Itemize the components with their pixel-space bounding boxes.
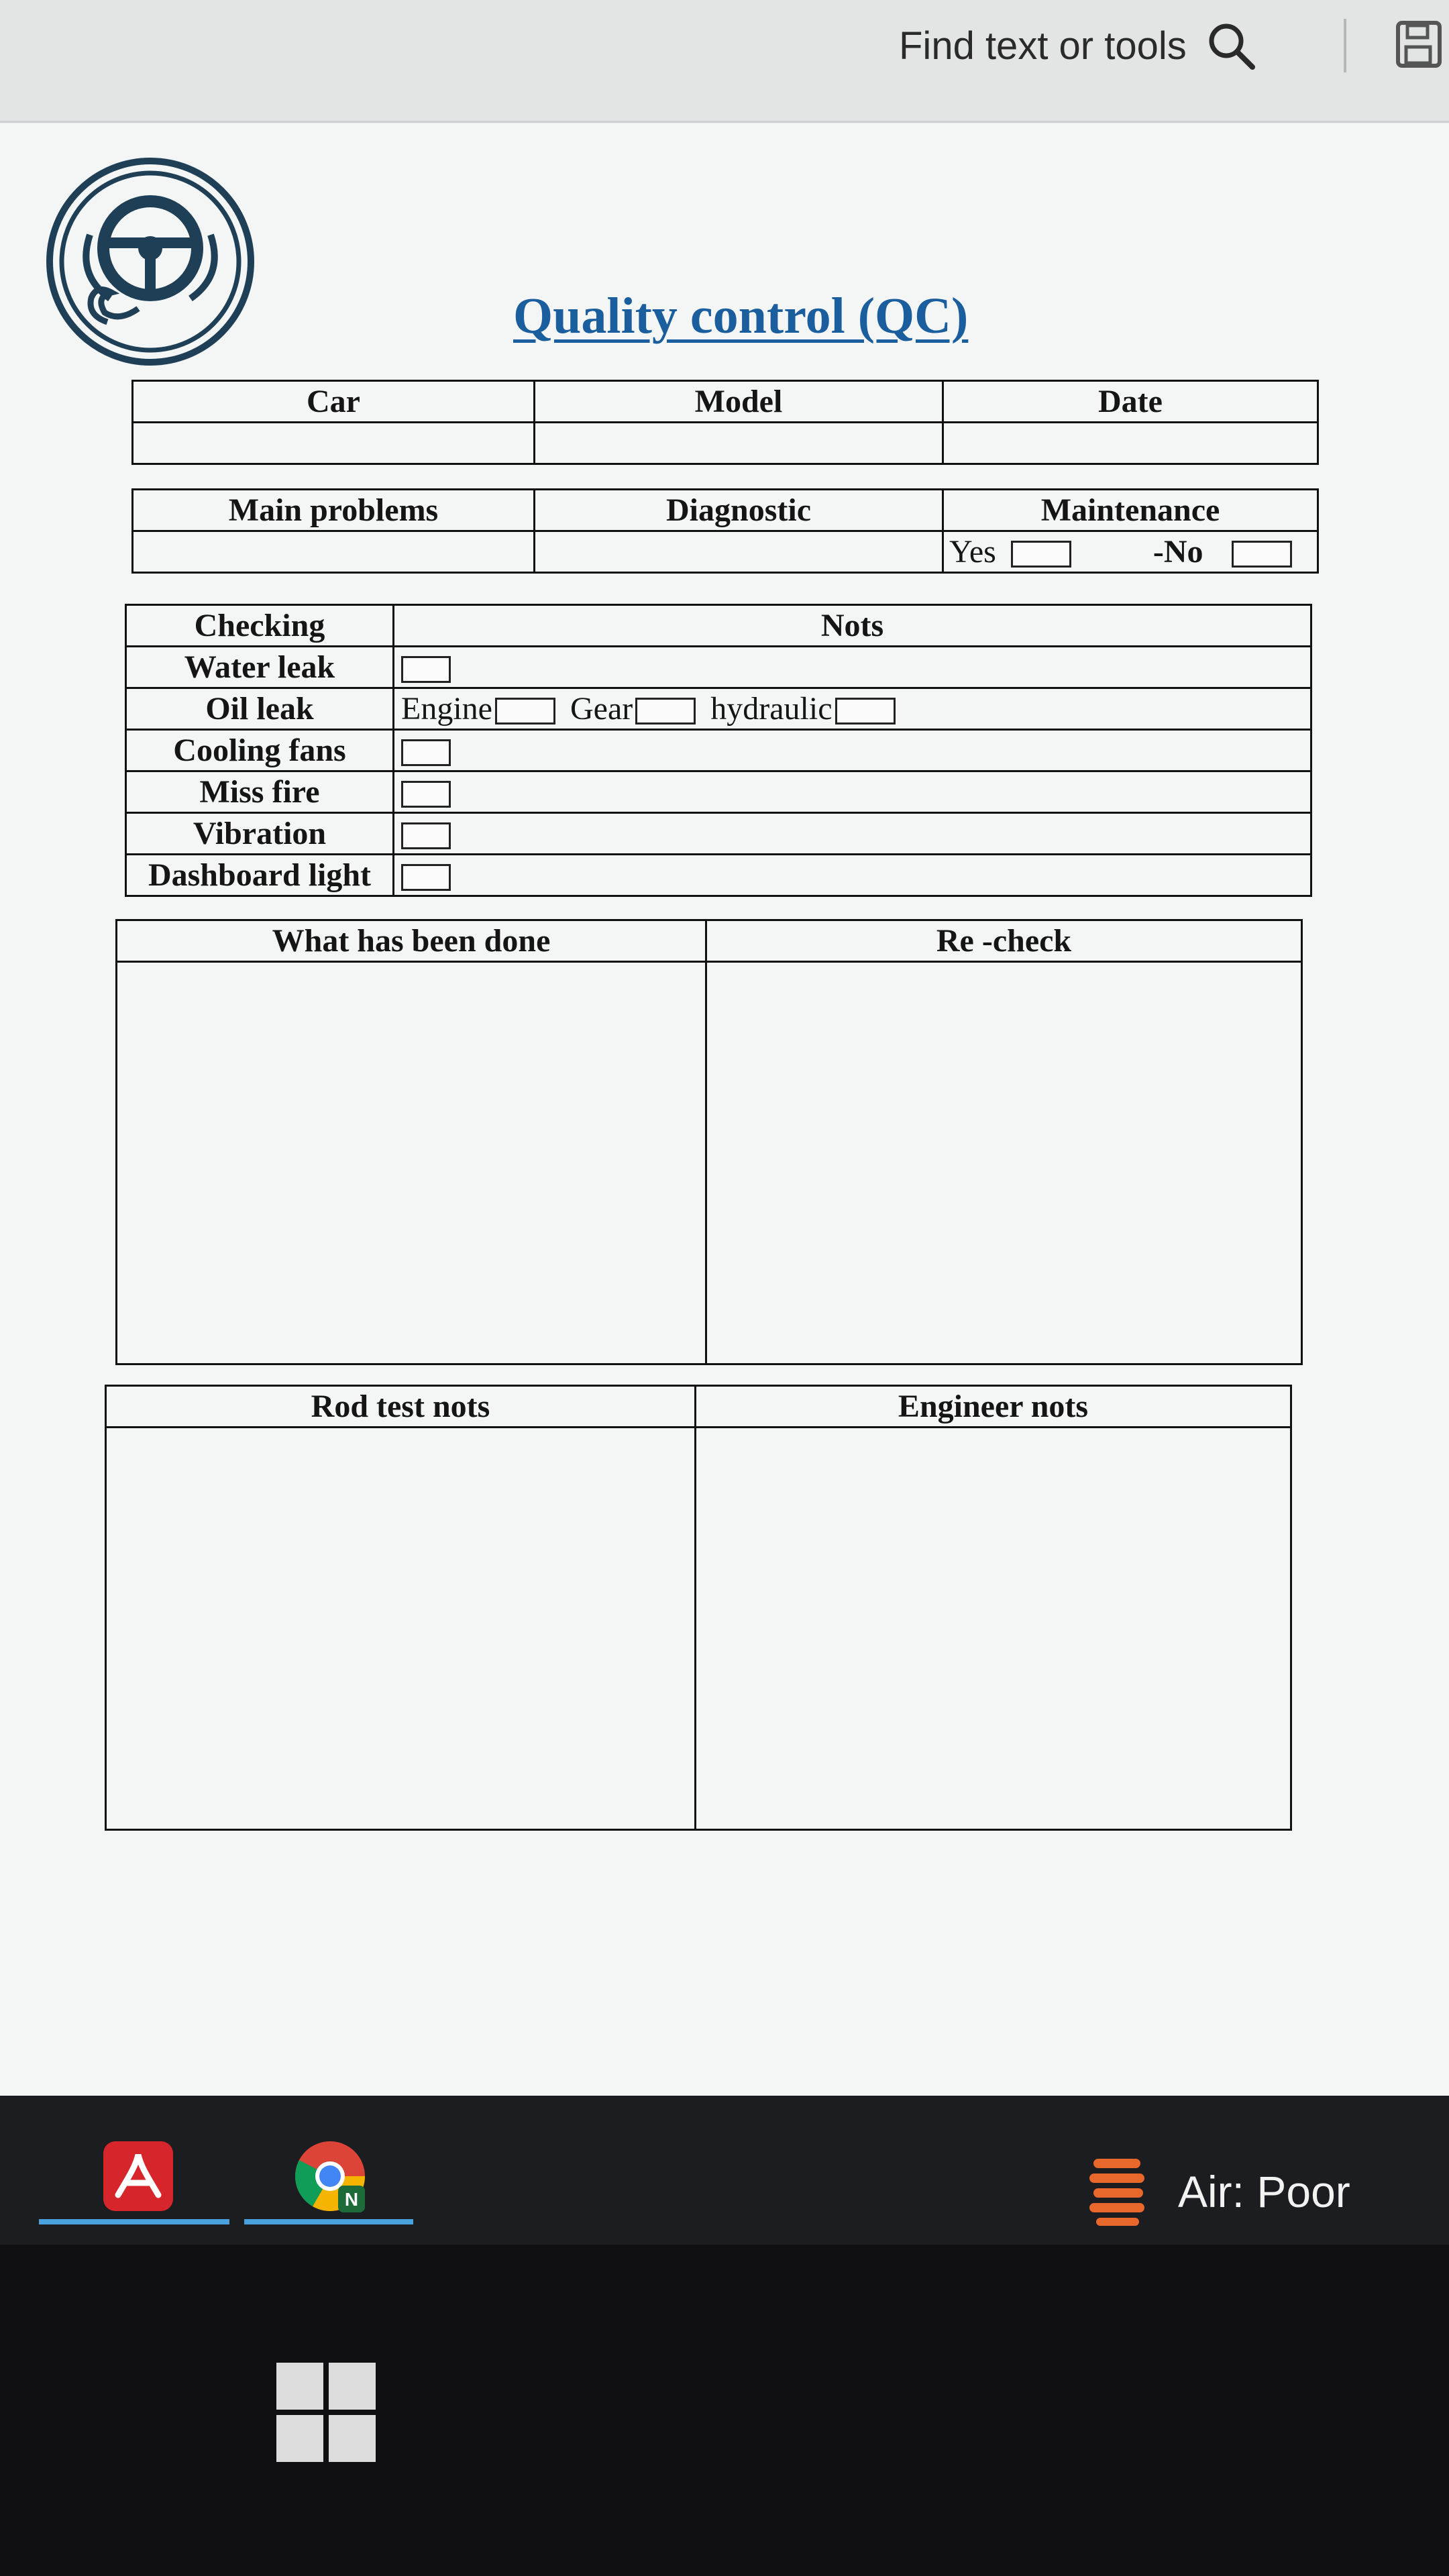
chrome-active-indicator: [244, 2219, 413, 2224]
road-test-notes-header: Rod test nots: [106, 1386, 696, 1428]
chrome-profile-badge: N: [344, 2189, 359, 2210]
cooling-fans-checkbox[interactable]: [401, 739, 451, 766]
yes-checkbox[interactable]: [1011, 541, 1071, 568]
what-has-been-done-header: What has been done: [117, 920, 706, 962]
water-leak-notes: [394, 647, 1311, 688]
find-text-label: Find text or tools: [899, 23, 1187, 68]
model-header: Model: [535, 381, 943, 423]
miss-fire-notes: [394, 771, 1311, 813]
notes-header: Nots: [394, 605, 1311, 647]
checking-header: Checking: [126, 605, 394, 647]
oil-leak-notes: [394, 688, 1311, 730]
vehicle-info-table: [131, 380, 1319, 465]
maintenance-header: Maintenance: [943, 490, 1318, 531]
what-has-been-done-area[interactable]: [117, 962, 706, 1364]
no-label: -No: [1152, 533, 1203, 570]
problems-table: [131, 488, 1319, 574]
gear-label: Gear: [570, 690, 633, 727]
windows-start-icon[interactable]: [276, 2363, 376, 2462]
checking-label-cooling-fans: Cooling fans: [126, 730, 394, 771]
no-checkbox[interactable]: [1232, 541, 1292, 568]
car-header: Car: [133, 381, 535, 423]
checking-table: [125, 604, 1312, 897]
date-field[interactable]: [943, 423, 1318, 464]
dashboard-light-checkbox[interactable]: [401, 864, 451, 891]
dashboard-light-notes: [394, 855, 1311, 896]
recheck-input[interactable]: [712, 963, 1295, 1028]
work-table: [115, 919, 1303, 1365]
toolbar-divider: [1344, 19, 1346, 72]
checking-label-oil-leak: Oil leak: [126, 688, 394, 730]
search-icon: [1204, 19, 1258, 72]
date-header: Date: [943, 381, 1318, 423]
chrome-icon: [290, 2136, 373, 2219]
checking-label-vibration: Vibration: [126, 813, 394, 855]
engineer-notes-header: Engineer nots: [696, 1386, 1291, 1428]
taskbar: [0, 2096, 1449, 2576]
water-leak-checkbox[interactable]: [401, 656, 451, 683]
model-field[interactable]: [535, 423, 943, 464]
road-test-notes-area[interactable]: [106, 1428, 696, 1830]
recheck-header: Re -check: [706, 920, 1302, 962]
checking-label-dashboard-light: Dashboard light: [126, 855, 394, 896]
what-has-been-done-input[interactable]: [123, 963, 700, 1028]
weather-widget[interactable]: [1087, 2155, 1350, 2229]
gear-checkbox[interactable]: [635, 698, 696, 724]
air-quality-label: Air: Poor: [1178, 2167, 1350, 2216]
form-title: Quality control (QC): [513, 288, 969, 344]
pdf-viewer-toolbar: [0, 0, 1449, 123]
air-quality-icon: [1087, 2155, 1151, 2229]
vibration-checkbox[interactable]: [401, 822, 451, 849]
miss-fire-checkbox[interactable]: [401, 781, 451, 808]
engineer-notes-area[interactable]: [696, 1428, 1291, 1830]
main-problems-field[interactable]: [133, 531, 535, 573]
car-field[interactable]: [133, 423, 535, 464]
hydraulic-checkbox[interactable]: [835, 698, 896, 724]
diagnostic-header: Diagnostic: [535, 490, 943, 531]
engine-label: Engine: [401, 690, 492, 727]
acrobat-active-indicator: [39, 2219, 229, 2224]
engine-checkbox[interactable]: [495, 698, 555, 724]
hydraulic-label: hydraulic: [710, 690, 833, 727]
tests-table: [105, 1385, 1292, 1831]
checking-label-miss-fire: Miss fire: [126, 771, 394, 813]
steering-wheel-logo: [43, 154, 258, 369]
yes-label: Yes: [949, 533, 996, 570]
engineer-notes-input[interactable]: [702, 1428, 1285, 1494]
road-test-notes-input[interactable]: [112, 1428, 689, 1494]
chrome-button[interactable]: [290, 2136, 373, 2219]
maintenance-options: [943, 531, 1318, 573]
find-text-or-tools-button[interactable]: [899, 19, 1258, 72]
acrobat-icon[interactable]: [98, 2136, 178, 2216]
save-icon[interactable]: [1395, 20, 1449, 70]
diagnostic-field[interactable]: [535, 531, 943, 573]
document-page: [0, 123, 1449, 2149]
recheck-area[interactable]: [706, 962, 1302, 1364]
checking-label-water-leak: Water leak: [126, 647, 394, 688]
cooling-fans-notes: [394, 730, 1311, 771]
main-problems-header: Main problems: [133, 490, 535, 531]
vibration-notes: [394, 813, 1311, 855]
